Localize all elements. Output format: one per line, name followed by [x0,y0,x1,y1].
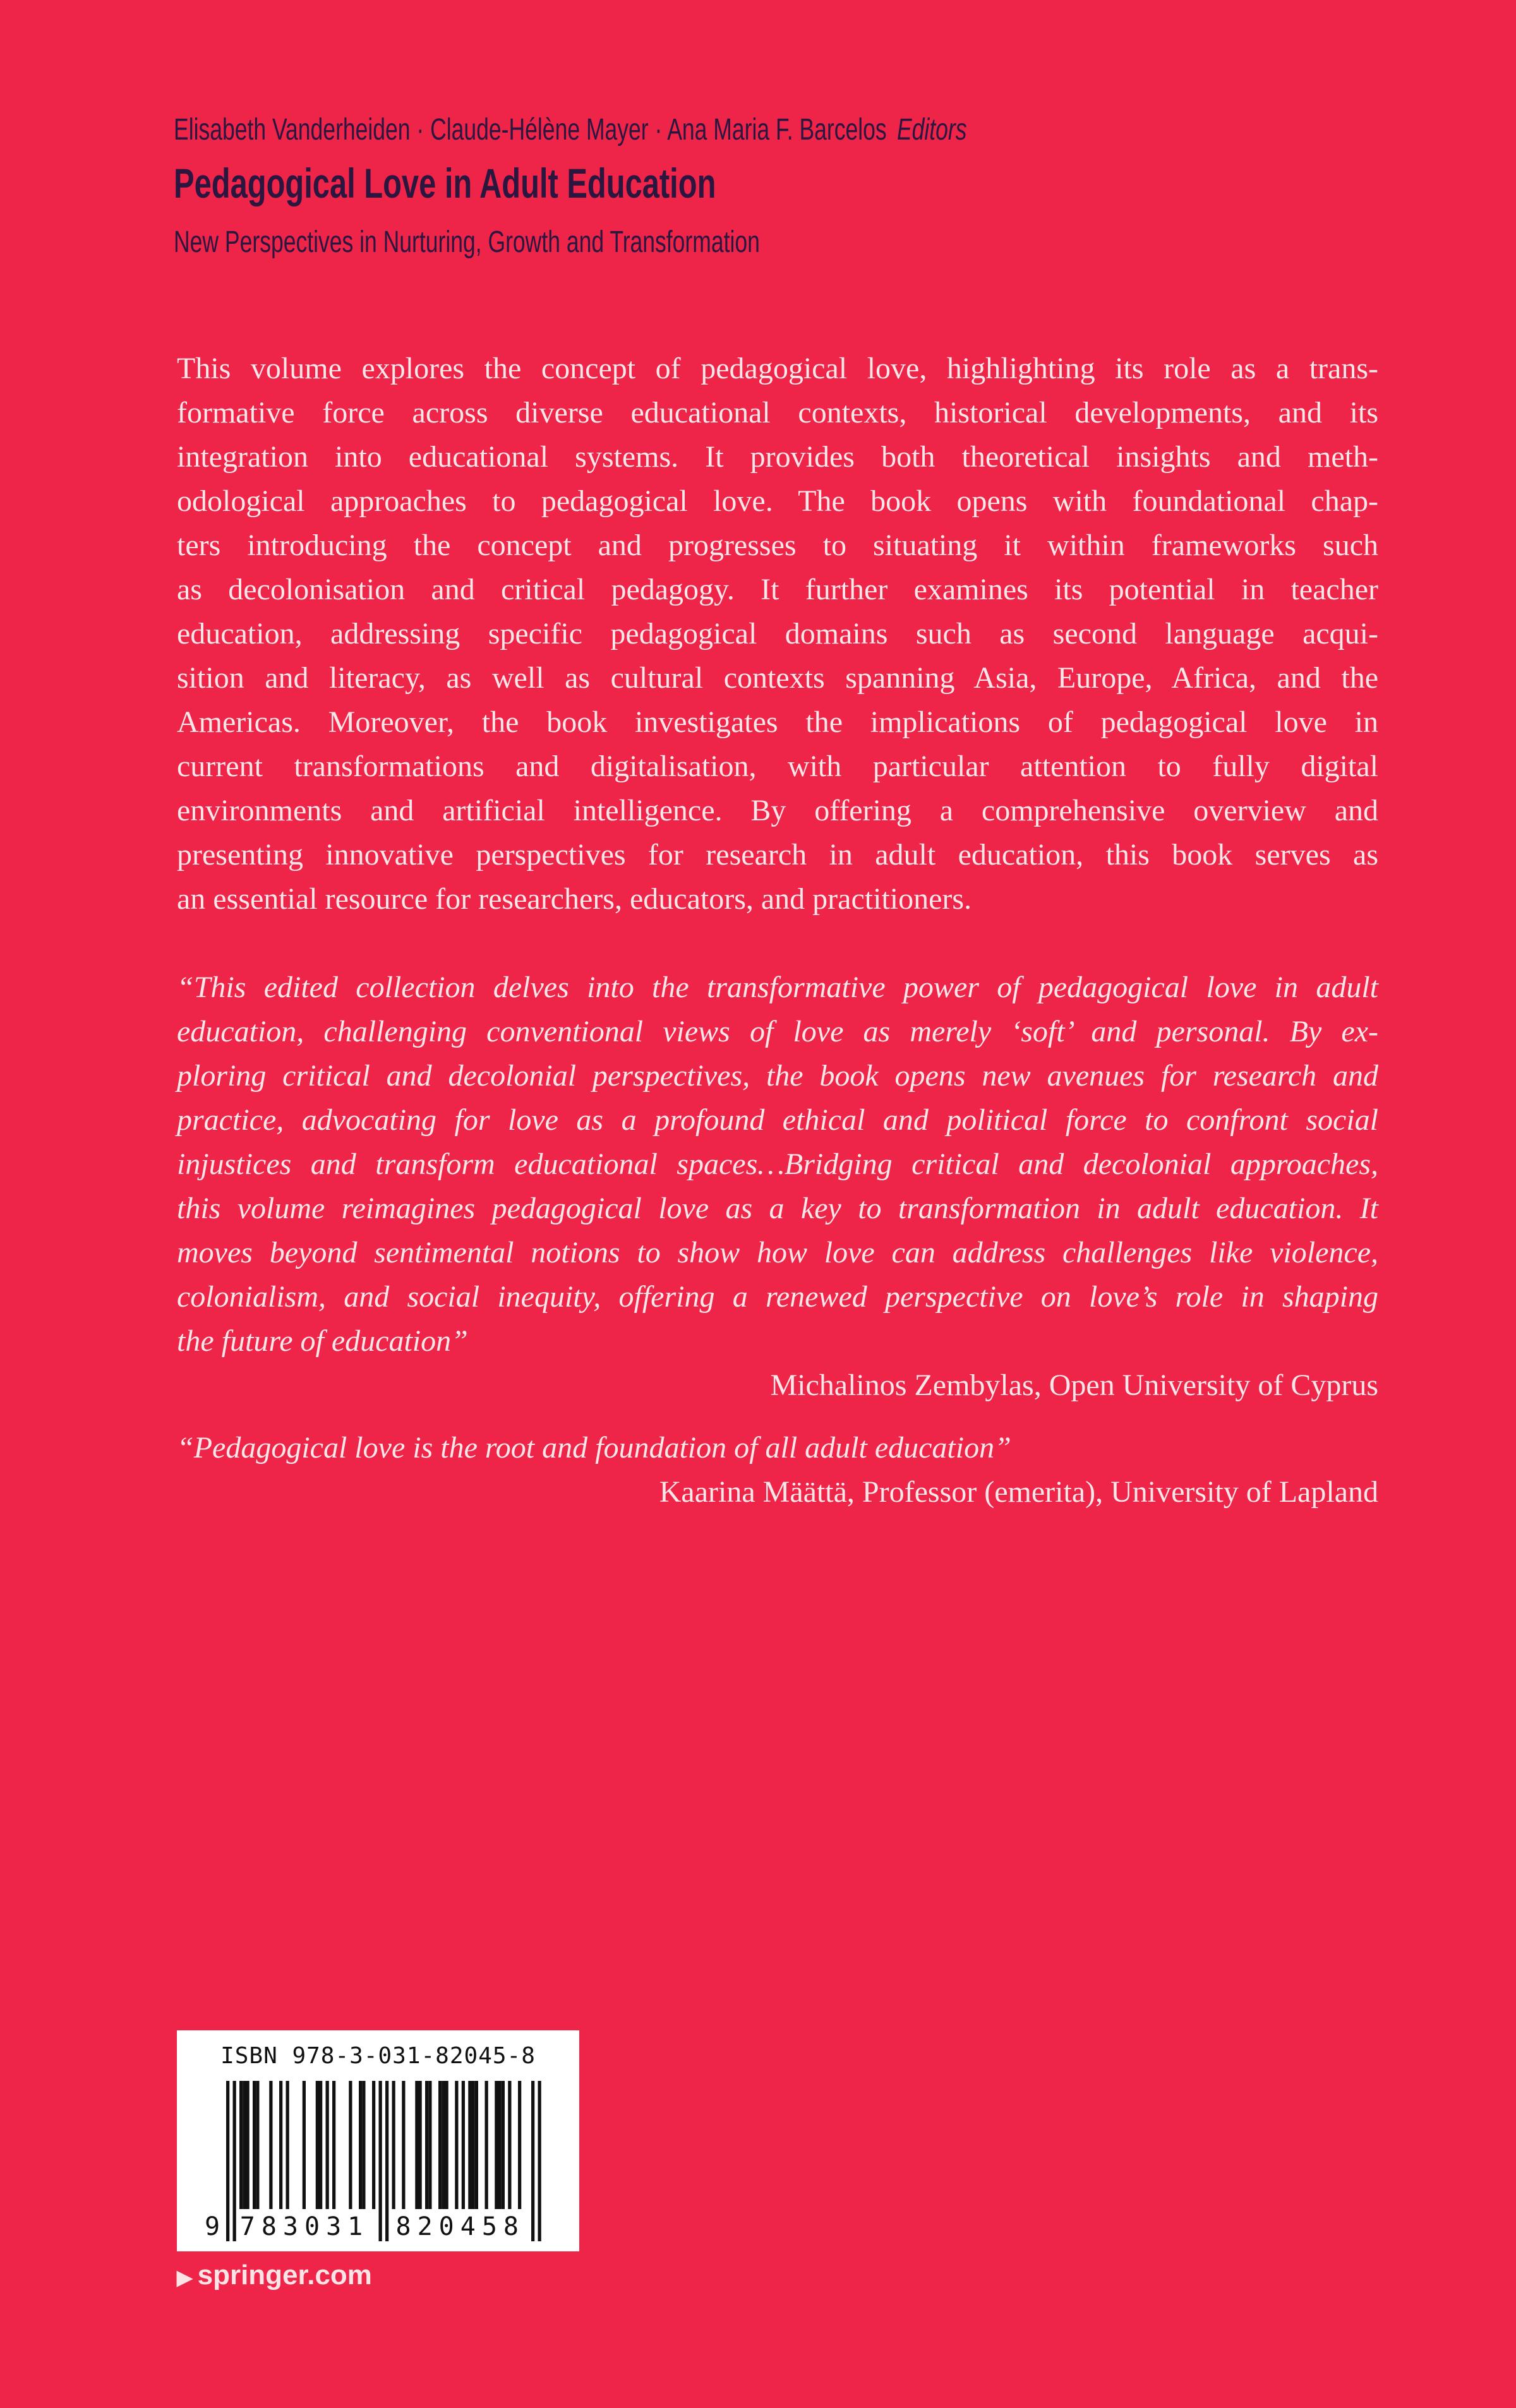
barcode-bar [425,2081,428,2209]
barcode-bar [379,2081,382,2241]
publisher-url: springer.com [197,2260,372,2291]
text-line: practice, advocating for love as a profound ethical and political force to confront social [177,1103,1378,1137]
quote-attribution: Michalinos Zembylas, Open University of Cyprus [770,1369,1378,1402]
text-line: Americas. Moreover, the book investigates the implications of pedagogical love in [177,705,1378,739]
quote-attribution: Kaarina Määttä, Professor (emerita), University of Lapland [659,1475,1378,1509]
editors-label: Editors [896,113,967,147]
text-line: injustices and transform educational spaces…Bridging critical and decolonial approaches, [177,1147,1378,1181]
text-line: education, challenging conventional views of love as merely ‘soft’ and personal. By ex- [177,1015,1378,1048]
book-subtitle: New Perspectives in Nurturing, Growth and Transformation [174,225,760,259]
barcode-bar [462,2081,465,2209]
barcode-bar [385,2081,388,2241]
description [177,347,1378,921]
text-line: presenting innovative perspectives for research in adult education, this book serves as [177,838,1378,872]
barcode-bar [415,2081,418,2209]
text-line: ters introducing the concept and progresses to situating it within frameworks such [177,529,1378,562]
barcode-bar [468,2081,471,2209]
barcode-bar [349,2081,352,2209]
text-line: integration into educational systems. It provides both theoretical insights and meth- [177,440,1378,474]
isbn-label: ISBN 978-3-031-82045-8 [220,2043,536,2069]
barcode-bar [233,2081,236,2241]
barcode-bar [286,2081,289,2209]
barcode-digits: 783031 [239,2212,370,2241]
text-line: formative force across diverse educational contexts, historical developments, and its [177,396,1378,429]
barcode-bar [253,2081,256,2209]
barcode-bar [498,2081,502,2209]
publisher-link[interactable] [177,2260,372,2291]
barcode-bar [316,2081,319,2209]
barcode-bar [319,2081,322,2209]
text-line: this volume reimagines pedagogical love as a key to transformation in adult education. It [177,1192,1378,1225]
text-line: education, addressing specific pedagogical domains such as second language acqui- [177,617,1378,650]
barcode [177,2030,579,2251]
text-line: an essential resource for researchers, educators, and practitioners. [177,882,972,916]
endorsement-quote-2 [177,1426,1378,1514]
text-line: environments and artificial intelligence. By offering a comprehensive overview and [177,794,1378,827]
barcode-bar [239,2081,243,2209]
barcode-bar [256,2081,259,2209]
barcode-bar [485,2081,488,2209]
text-line: This volume explores the concept of pedagogical love, highlighting its role as a trans- [177,352,1378,385]
author-names: Elisabeth Vanderheiden · Claude-Hélène Mayer · Ana Maria F. Barcelos [174,113,887,147]
barcode-bar [246,2081,250,2209]
barcode-bar [303,2081,306,2209]
barcode-bar [359,2081,362,2209]
barcode-bar [332,2081,335,2209]
barcode-bar [472,2081,475,2209]
barcode-bar [226,2081,229,2241]
barcode-bar [269,2081,272,2209]
triangle-right-icon: ▶ [177,2266,193,2289]
barcode-bar [243,2081,246,2209]
book-title: Pedagogical Love in Adult Education [174,160,716,207]
barcode-bar [508,2081,511,2209]
text-line: the future of education” [177,1324,468,1358]
text-line: as decolonisation and critical pedagogy. It further examines its potential in teacher [177,573,1378,606]
barcode-bar [362,2081,365,2209]
text-line: odological approaches to pedagogical love. The book opens with foundational chap- [177,484,1378,518]
text-line: ploring critical and decolonial perspectives, the book opens new avenues for research and [177,1059,1378,1093]
barcode-bar [475,2081,478,2209]
barcode-bar [518,2081,521,2209]
barcode-bar [502,2081,505,2209]
barcode-digits: 9 [205,2212,227,2241]
text-line: “Pedagogical love is the root and foundation of all adult education” [177,1431,1011,1465]
text-line: current transformations and digitalisation, with particular attention to fully digital [177,750,1378,783]
barcode-bar [538,2081,541,2241]
barcode-bar [428,2081,431,2209]
barcode-bar [495,2081,498,2209]
barcode-bar [419,2081,422,2209]
barcode-bar [372,2081,375,2209]
barcode-digits: 820458 [395,2212,525,2241]
text-line: colonialism, and social inequity, offering a renewed perspective on love’s role in shaping [177,1280,1378,1314]
barcode-bar [455,2081,458,2209]
barcode-bar [438,2081,442,2209]
text-line: sition and literacy, as well as cultural contexts spanning Asia, Europe, Africa, and the [177,661,1378,695]
text-line: “This edited collection delves into the transformative power of pedagogical love in adult [177,971,1378,1004]
barcode-bar [445,2081,448,2209]
text-line: moves beyond sentimental notions to show how love can address challenges like violence, [177,1236,1378,1269]
barcode-bar [392,2081,395,2209]
endorsement-quote-1 [177,966,1378,1408]
barcode-bar [442,2081,445,2209]
barcode-bar [402,2081,405,2209]
editors-line [174,112,967,147]
barcode-bar [531,2081,534,2241]
barcode-bar [326,2081,329,2209]
barcode-bar [279,2081,282,2209]
barcode-box [177,2030,579,2251]
